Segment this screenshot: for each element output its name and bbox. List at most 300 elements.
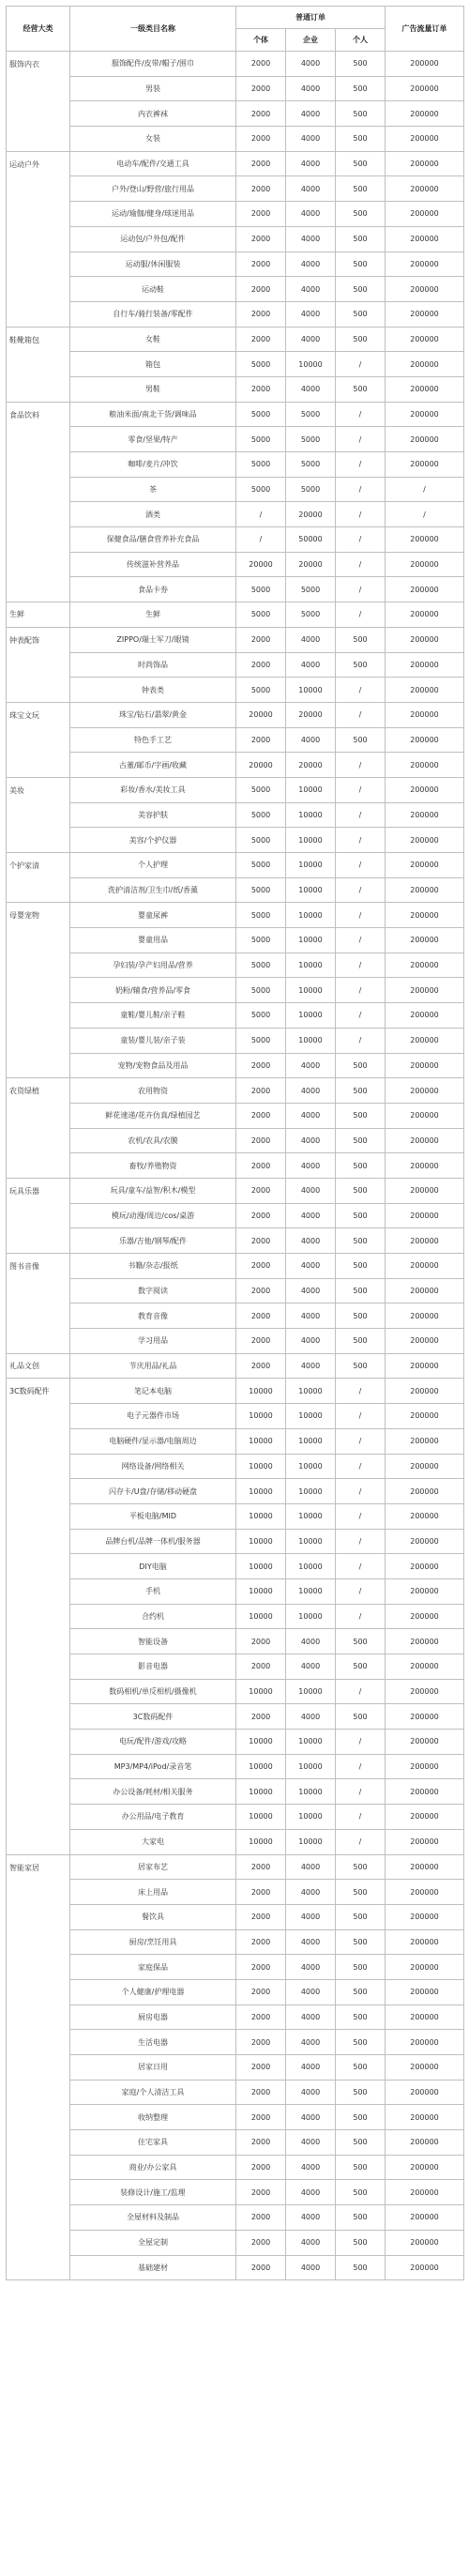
individual-cell: 5000 xyxy=(236,427,286,452)
ad-order-cell: 200000 xyxy=(386,652,464,678)
individual-cell: 5000 xyxy=(236,402,286,427)
enterprise-cell: 10000 xyxy=(286,1454,336,1479)
enterprise-cell: 4000 xyxy=(286,1228,336,1254)
table-row xyxy=(7,1730,464,1755)
enterprise-cell: 10000 xyxy=(286,1779,336,1805)
individual-cell: 20000 xyxy=(236,702,286,727)
table-row xyxy=(7,1704,464,1730)
category-cell: 个护家清 xyxy=(7,853,70,903)
enterprise-cell: 4000 xyxy=(286,1929,336,1955)
category-cell: 智能家居 xyxy=(7,1854,70,2280)
table-row xyxy=(7,1503,464,1529)
enterprise-cell: 4000 xyxy=(286,2080,336,2105)
table-row xyxy=(7,101,464,127)
ad-order-cell: 200000 xyxy=(386,2230,464,2255)
individual-cell: 5000 xyxy=(236,978,286,1003)
table-row xyxy=(7,853,464,878)
individual-cell: 2000 xyxy=(236,2030,286,2055)
subcategory-cell: 家庭保品 xyxy=(70,1955,236,1980)
personal-cell: 500 xyxy=(336,202,386,227)
table-row xyxy=(7,1955,464,1980)
ad-order-cell: / xyxy=(386,502,464,527)
individual-cell: 5000 xyxy=(236,352,286,377)
individual-cell: 2000 xyxy=(236,176,286,202)
ad-order-cell: 200000 xyxy=(386,2030,464,2055)
individual-cell: 20000 xyxy=(236,753,286,778)
personal-cell: 500 xyxy=(336,1053,386,1078)
individual-cell: 2000 xyxy=(236,1979,286,2004)
individual-cell: 2000 xyxy=(236,1329,286,1354)
individual-cell: 2000 xyxy=(236,1353,286,1379)
header-ad-order: 广告流量订单 xyxy=(386,7,464,52)
category-cell: 母婴宠物 xyxy=(7,903,70,1078)
individual-cell: 2000 xyxy=(236,327,286,352)
personal-cell: / xyxy=(336,1428,386,1454)
enterprise-cell: 4000 xyxy=(286,301,336,327)
ad-order-cell: 200000 xyxy=(386,552,464,577)
enterprise-cell: 10000 xyxy=(286,1379,336,1404)
subcategory-cell: 品牌台机/品牌一体机/服务器 xyxy=(70,1529,236,1554)
ad-order-cell: 200000 xyxy=(386,777,464,802)
individual-cell: 2000 xyxy=(236,2255,286,2280)
personal-cell: 500 xyxy=(336,301,386,327)
individual-cell: 5000 xyxy=(236,877,286,903)
subcategory-cell: 粮油米面/南北干货/调味品 xyxy=(70,402,236,427)
personal-cell: / xyxy=(336,1679,386,1704)
category-cell: 运动户外 xyxy=(7,151,70,327)
personal-cell: / xyxy=(336,352,386,377)
subcategory-cell: 个人健康/护理电器 xyxy=(70,1979,236,2004)
enterprise-cell: 4000 xyxy=(286,1329,336,1354)
enterprise-cell: 4000 xyxy=(286,727,336,753)
personal-cell: 500 xyxy=(336,652,386,678)
enterprise-cell: 4000 xyxy=(286,2004,336,2030)
table-row xyxy=(7,2155,464,2180)
table-row xyxy=(7,1880,464,1905)
table-row xyxy=(7,477,464,502)
subcategory-cell: 童鞋/婴儿鞋/亲子鞋 xyxy=(70,1003,236,1029)
subcategory-cell: 商业/办公家具 xyxy=(70,2155,236,2180)
category-cell: 3C数码配件 xyxy=(7,1379,70,1854)
subcategory-cell: 收纳整理 xyxy=(70,2105,236,2130)
individual-cell: 5000 xyxy=(236,577,286,602)
subcategory-cell: 内衣裤袜 xyxy=(70,101,236,127)
individual-cell: 2000 xyxy=(236,252,286,277)
enterprise-cell: 4000 xyxy=(286,1103,336,1128)
table-row xyxy=(7,76,464,101)
ad-order-cell: 200000 xyxy=(386,277,464,302)
ad-order-cell: 200000 xyxy=(386,1854,464,1880)
subcategory-cell: 教育音像 xyxy=(70,1303,236,1329)
personal-cell: 500 xyxy=(336,327,386,352)
individual-cell: 5000 xyxy=(236,678,286,703)
enterprise-cell: 4000 xyxy=(286,176,336,202)
personal-cell: / xyxy=(336,1578,386,1604)
enterprise-cell: 4000 xyxy=(286,627,336,652)
personal-cell: 500 xyxy=(336,627,386,652)
subcategory-cell: 办公设备/耗材/相关服务 xyxy=(70,1779,236,1805)
subcategory-cell: 箱包 xyxy=(70,352,236,377)
subcategory-cell: MP3/MP4/iPod/录音笔 xyxy=(70,1754,236,1779)
header-subcategory: 一级类目名称 xyxy=(70,7,236,52)
enterprise-cell: 4000 xyxy=(286,2255,336,2280)
table-row xyxy=(7,1153,464,1179)
subcategory-cell: 男装 xyxy=(70,76,236,101)
ad-order-cell: 200000 xyxy=(386,1880,464,1905)
personal-cell: 500 xyxy=(336,1704,386,1730)
personal-cell: / xyxy=(336,1554,386,1579)
ad-order-cell: 200000 xyxy=(386,2105,464,2130)
table-row xyxy=(7,376,464,402)
table-row xyxy=(7,903,464,928)
enterprise-cell: 4000 xyxy=(286,1880,336,1905)
table-row xyxy=(7,978,464,1003)
enterprise-cell: 4000 xyxy=(286,1053,336,1078)
ad-order-cell: 200000 xyxy=(386,678,464,703)
ad-order-cell: 200000 xyxy=(386,1730,464,1755)
table-row xyxy=(7,1128,464,1153)
subcategory-cell: 彩妆/香水/美妆工具 xyxy=(70,777,236,802)
personal-cell: / xyxy=(336,1379,386,1404)
table-row xyxy=(7,1404,464,1429)
ad-order-cell: 200000 xyxy=(386,627,464,652)
personal-cell: 500 xyxy=(336,1904,386,1929)
subcategory-cell: 鲜花速递/花卉仿真/绿植园艺 xyxy=(70,1103,236,1128)
enterprise-cell: 10000 xyxy=(286,1829,336,1854)
enterprise-cell: 10000 xyxy=(286,777,336,802)
enterprise-cell: 4000 xyxy=(286,327,336,352)
table-row xyxy=(7,552,464,577)
individual-cell: 2000 xyxy=(236,2004,286,2030)
personal-cell: / xyxy=(336,777,386,802)
enterprise-cell: 10000 xyxy=(286,352,336,377)
table-row xyxy=(7,151,464,176)
individual-cell: 2000 xyxy=(236,1629,286,1654)
individual-cell: 2000 xyxy=(236,1103,286,1128)
subcategory-cell: 农机/农具/农膜 xyxy=(70,1128,236,1153)
table-row xyxy=(7,1829,464,1854)
individual-cell: 10000 xyxy=(236,1604,286,1629)
subcategory-cell: 住宅家具 xyxy=(70,2130,236,2156)
ad-order-cell: 200000 xyxy=(386,452,464,478)
subcategory-cell: DIY电脑 xyxy=(70,1554,236,1579)
table-row xyxy=(7,1254,464,1279)
category-cell: 生鲜 xyxy=(7,602,70,628)
ad-order-cell: 200000 xyxy=(386,76,464,101)
table-row xyxy=(7,301,464,327)
personal-cell: 500 xyxy=(336,1629,386,1654)
table-row xyxy=(7,176,464,202)
table-row xyxy=(7,527,464,553)
table-row xyxy=(7,427,464,452)
individual-cell: 5000 xyxy=(236,452,286,478)
individual-cell: 2000 xyxy=(236,52,286,77)
personal-cell: / xyxy=(336,552,386,577)
subcategory-cell: 男鞋 xyxy=(70,376,236,402)
subcategory-cell: 影音电器 xyxy=(70,1654,236,1680)
enterprise-cell: 20000 xyxy=(286,702,336,727)
ad-order-cell: 200000 xyxy=(386,427,464,452)
enterprise-cell: 5000 xyxy=(286,577,336,602)
individual-cell: 10000 xyxy=(236,1428,286,1454)
subcategory-cell: 女装 xyxy=(70,127,236,152)
subcategory-cell: 零食/坚果/特产 xyxy=(70,427,236,452)
personal-cell: / xyxy=(336,1503,386,1529)
subcategory-cell: 学习用品 xyxy=(70,1329,236,1354)
personal-cell: 500 xyxy=(336,1303,386,1329)
individual-cell: 10000 xyxy=(236,1454,286,1479)
enterprise-cell: 10000 xyxy=(286,1479,336,1504)
subcategory-cell: 运动包/户外包/配件 xyxy=(70,226,236,252)
table-row xyxy=(7,602,464,628)
ad-order-cell: 200000 xyxy=(386,1428,464,1454)
individual-cell: 2000 xyxy=(236,151,286,176)
enterprise-cell: 10000 xyxy=(286,1578,336,1604)
subcategory-cell: 自行车/骑行装备/零配件 xyxy=(70,301,236,327)
subcategory-cell: 钟表类 xyxy=(70,678,236,703)
personal-cell: / xyxy=(336,1730,386,1755)
table-row xyxy=(7,1353,464,1379)
ad-order-cell: 200000 xyxy=(386,2080,464,2105)
table-row xyxy=(7,727,464,753)
personal-cell: 500 xyxy=(336,101,386,127)
subcategory-cell: 网络设备/网络相关 xyxy=(70,1454,236,1479)
personal-cell: / xyxy=(336,1003,386,1029)
individual-cell: 10000 xyxy=(236,1404,286,1429)
personal-cell: 500 xyxy=(336,2105,386,2130)
personal-cell: / xyxy=(336,853,386,878)
individual-cell: 2000 xyxy=(236,2155,286,2180)
table-body xyxy=(7,52,464,2280)
subcategory-cell: 厨房电器 xyxy=(70,2004,236,2030)
enterprise-cell: 4000 xyxy=(286,1254,336,1279)
subcategory-cell: 婴童尿裤 xyxy=(70,903,236,928)
personal-cell: / xyxy=(336,903,386,928)
personal-cell: / xyxy=(336,1529,386,1554)
ad-order-cell: 200000 xyxy=(386,2180,464,2205)
subcategory-cell: 宠物/宠物食品及用品 xyxy=(70,1053,236,1078)
enterprise-cell: 10000 xyxy=(286,1529,336,1554)
ad-order-cell: 200000 xyxy=(386,928,464,953)
enterprise-cell: 10000 xyxy=(286,1679,336,1704)
individual-cell: 2000 xyxy=(236,1704,286,1730)
personal-cell: / xyxy=(336,1604,386,1629)
enterprise-cell: 4000 xyxy=(286,2105,336,2130)
subcategory-cell: 茶 xyxy=(70,477,236,502)
subcategory-cell: 厨房/烹饪用具 xyxy=(70,1929,236,1955)
category-cell: 礼品文创 xyxy=(7,1353,70,1379)
subcategory-cell: 智能设备 xyxy=(70,1629,236,1654)
table-row xyxy=(7,953,464,978)
personal-cell: 500 xyxy=(336,1880,386,1905)
enterprise-cell: 10000 xyxy=(286,877,336,903)
enterprise-cell: 4000 xyxy=(286,652,336,678)
ad-order-cell: 200000 xyxy=(386,1829,464,1854)
individual-cell: 2000 xyxy=(236,1303,286,1329)
individual-cell: 5000 xyxy=(236,928,286,953)
enterprise-cell: 4000 xyxy=(286,2155,336,2180)
table-row xyxy=(7,327,464,352)
individual-cell: 2000 xyxy=(236,1078,286,1104)
ad-order-cell: 200000 xyxy=(386,802,464,828)
table-row xyxy=(7,1003,464,1029)
personal-cell: 500 xyxy=(336,1254,386,1279)
individual-cell: 2000 xyxy=(236,652,286,678)
personal-cell: 500 xyxy=(336,2080,386,2105)
table-row xyxy=(7,2080,464,2105)
ad-order-cell: 200000 xyxy=(386,1629,464,1654)
ad-order-cell: 200000 xyxy=(386,1479,464,1504)
ad-order-cell: 200000 xyxy=(386,978,464,1003)
individual-cell: 10000 xyxy=(236,1529,286,1554)
personal-cell: 500 xyxy=(336,52,386,77)
individual-cell: 5000 xyxy=(236,903,286,928)
individual-cell: 2000 xyxy=(236,2055,286,2081)
table-row xyxy=(7,352,464,377)
personal-cell: 500 xyxy=(336,176,386,202)
individual-cell: 5000 xyxy=(236,477,286,502)
table-row xyxy=(7,1203,464,1228)
table-row xyxy=(7,1103,464,1128)
subcategory-cell: 服饰配件/皮带/帽子/围巾 xyxy=(70,52,236,77)
individual-cell: 2000 xyxy=(236,1128,286,1153)
subcategory-cell: 书籍/杂志/报纸 xyxy=(70,1254,236,1279)
enterprise-cell: 4000 xyxy=(286,277,336,302)
enterprise-cell: 10000 xyxy=(286,928,336,953)
enterprise-cell: 50000 xyxy=(286,527,336,553)
subcategory-cell: 餐饮具 xyxy=(70,1904,236,1929)
ad-order-cell: 200000 xyxy=(386,1529,464,1554)
ad-order-cell: 200000 xyxy=(386,1578,464,1604)
ad-order-cell: 200000 xyxy=(386,1303,464,1329)
personal-cell: / xyxy=(336,452,386,478)
subcategory-cell: 女鞋 xyxy=(70,327,236,352)
personal-cell: / xyxy=(336,527,386,553)
table-row xyxy=(7,1604,464,1629)
enterprise-cell: 5000 xyxy=(286,427,336,452)
table-row xyxy=(7,277,464,302)
personal-cell: 500 xyxy=(336,127,386,152)
personal-cell: 500 xyxy=(336,1103,386,1128)
table-row xyxy=(7,1303,464,1329)
subcategory-cell: 珠宝/钻石/翡翠/黄金 xyxy=(70,702,236,727)
personal-cell: / xyxy=(336,828,386,853)
table-row xyxy=(7,2004,464,2030)
table-row xyxy=(7,1979,464,2004)
enterprise-cell: 4000 xyxy=(286,252,336,277)
header-personal: 个人 xyxy=(336,29,386,52)
enterprise-cell: 4000 xyxy=(286,1704,336,1730)
ad-order-cell: 200000 xyxy=(386,1929,464,1955)
table-row xyxy=(7,1278,464,1303)
personal-cell: / xyxy=(336,1479,386,1504)
ad-order-cell: 200000 xyxy=(386,1203,464,1228)
ad-order-cell: 200000 xyxy=(386,602,464,628)
individual-cell: 10000 xyxy=(236,1578,286,1604)
individual-cell: 2000 xyxy=(236,1880,286,1905)
table-row xyxy=(7,928,464,953)
subcategory-cell: 装修设计/施工/监理 xyxy=(70,2180,236,2205)
subcategory-cell: 畜牧/养殖物资 xyxy=(70,1153,236,1179)
ad-order-cell: 200000 xyxy=(386,953,464,978)
subcategory-cell: 生活电器 xyxy=(70,2030,236,2055)
enterprise-cell: 4000 xyxy=(286,1979,336,2004)
individual-cell: 2000 xyxy=(236,1278,286,1303)
subcategory-cell: 办公用品/电子教育 xyxy=(70,1805,236,1830)
enterprise-cell: 4000 xyxy=(286,2230,336,2255)
personal-cell: 500 xyxy=(336,376,386,402)
individual-cell: 2000 xyxy=(236,101,286,127)
personal-cell: 500 xyxy=(336,727,386,753)
subcategory-cell: 个人护理 xyxy=(70,853,236,878)
enterprise-cell: 4000 xyxy=(286,76,336,101)
personal-cell: / xyxy=(336,978,386,1003)
personal-cell: / xyxy=(336,502,386,527)
table-row xyxy=(7,1854,464,1880)
subcategory-cell: 美容护肤 xyxy=(70,802,236,828)
ad-order-cell: 200000 xyxy=(386,753,464,778)
ad-order-cell: 200000 xyxy=(386,877,464,903)
personal-cell: / xyxy=(336,953,386,978)
enterprise-cell: 10000 xyxy=(286,903,336,928)
personal-cell: / xyxy=(336,577,386,602)
subcategory-cell: 洗护清洁剂/卫生巾/纸/香薰 xyxy=(70,877,236,903)
ad-order-cell: 200000 xyxy=(386,352,464,377)
table-row xyxy=(7,802,464,828)
enterprise-cell: 4000 xyxy=(286,2180,336,2205)
enterprise-cell: 5000 xyxy=(286,452,336,478)
individual-cell: 5000 xyxy=(236,953,286,978)
table-row xyxy=(7,1578,464,1604)
ad-order-cell: 200000 xyxy=(386,101,464,127)
enterprise-cell: 10000 xyxy=(286,1428,336,1454)
personal-cell: 500 xyxy=(336,2180,386,2205)
ad-order-cell: 200000 xyxy=(386,2055,464,2081)
individual-cell: 2000 xyxy=(236,2080,286,2105)
ad-order-cell: 200000 xyxy=(386,1153,464,1179)
personal-cell: / xyxy=(336,928,386,953)
personal-cell: 500 xyxy=(336,226,386,252)
header-enterprise: 企业 xyxy=(286,29,336,52)
individual-cell: 5000 xyxy=(236,1028,286,1053)
enterprise-cell: 5000 xyxy=(286,602,336,628)
personal-cell: / xyxy=(336,1404,386,1429)
enterprise-cell: 4000 xyxy=(286,1353,336,1379)
ad-order-cell: 200000 xyxy=(386,2205,464,2231)
table-row xyxy=(7,1554,464,1579)
individual-cell: 10000 xyxy=(236,1730,286,1755)
individual-cell: 10000 xyxy=(236,1554,286,1579)
personal-cell: / xyxy=(336,1754,386,1779)
ad-order-cell: 200000 xyxy=(386,1979,464,2004)
ad-order-cell: 200000 xyxy=(386,1128,464,1153)
personal-cell: 500 xyxy=(336,1854,386,1880)
individual-cell: 2000 xyxy=(236,1854,286,1880)
table-row xyxy=(7,2180,464,2205)
personal-cell: / xyxy=(336,1829,386,1854)
table-row xyxy=(7,1629,464,1654)
personal-cell: 500 xyxy=(336,1353,386,1379)
ad-order-cell: 200000 xyxy=(386,176,464,202)
individual-cell: 2000 xyxy=(236,1228,286,1254)
ad-order-cell: 200000 xyxy=(386,301,464,327)
individual-cell: 10000 xyxy=(236,1503,286,1529)
individual-cell: 2000 xyxy=(236,1654,286,1680)
personal-cell: / xyxy=(336,678,386,703)
enterprise-cell: 4000 xyxy=(286,1178,336,1203)
individual-cell: 2000 xyxy=(236,1955,286,1980)
ad-order-cell: 200000 xyxy=(386,402,464,427)
